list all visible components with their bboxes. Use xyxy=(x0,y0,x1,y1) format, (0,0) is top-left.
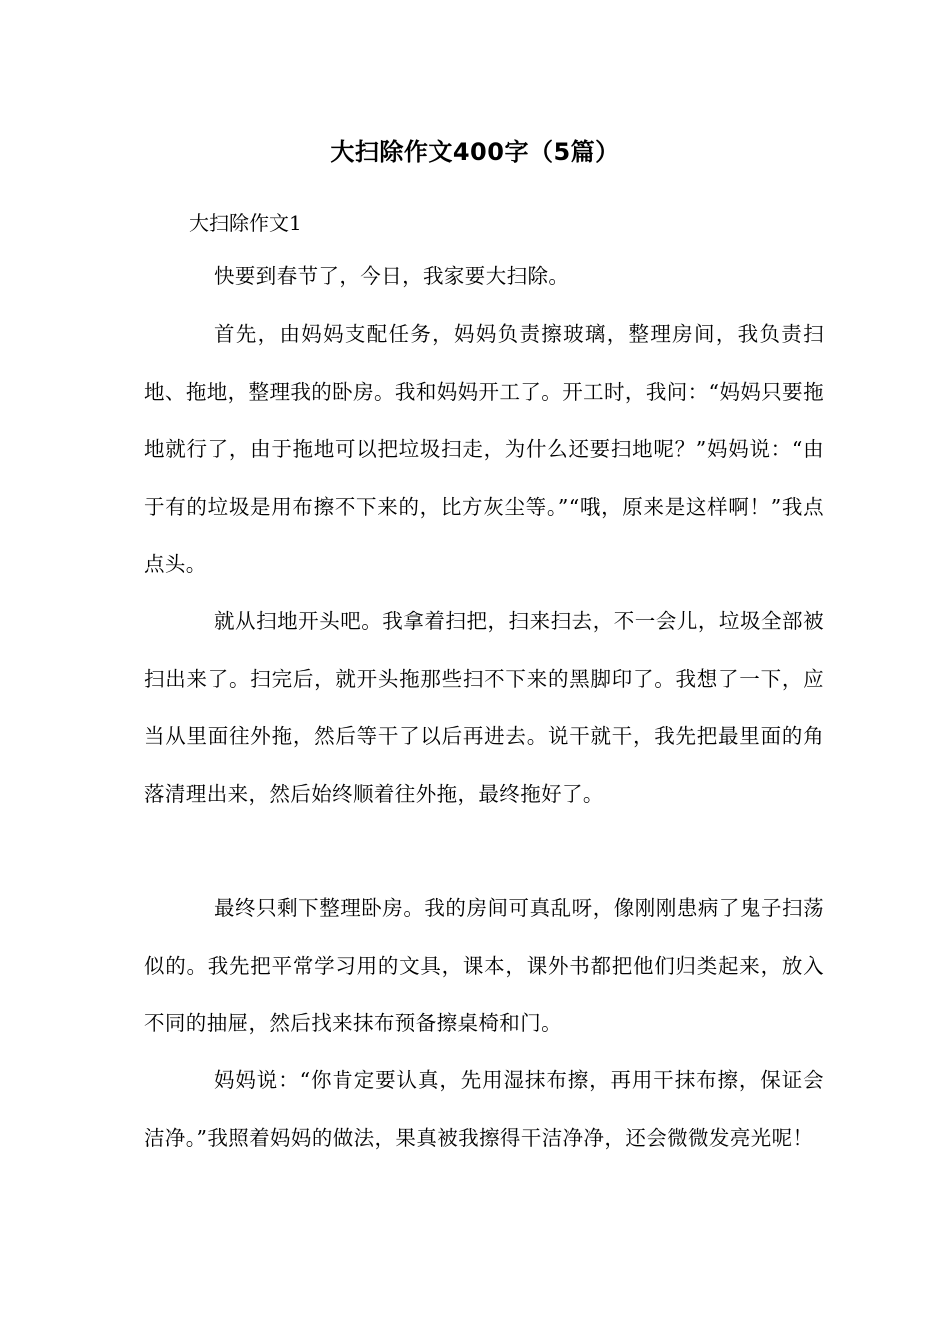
paragraph: 就从扫地开头吧。我拿着扫把，扫来扫去，不一会儿，垃圾全部被扫出来了。扫完后，就开头拖那些扫不下来的黑脚印了。我想了一下，应当从里面往外拖，然后等干了以后再进去。说干就干，我先把最里面的角落清理出来，然后始终顺着往外拖，最终拖好了。 xyxy=(144,609,824,806)
paragraph: 最终只剩下整理卧房。我的房间可真乱呀，像刚刚患病了鬼子扫荡似的。我先把平常学习用的文具，课本，课外书都把他们归类起来，放入不同的抽屉，然后找来抹布预备擦桌椅和门。 xyxy=(144,896,824,1035)
document-title: 大扫除作文400字（5篇） xyxy=(330,138,620,166)
paragraph: 快要到春节了，今日，我家要大扫除。 xyxy=(214,264,570,288)
section-heading: 大扫除作文1 xyxy=(189,211,302,235)
paragraph: 首先，由妈妈支配任务，妈妈负责擦玻璃，整理房间，我负责扫地、拖地，整理我的卧房。我和妈妈开工了。开工时，我问：“妈妈只要拖地就行了，由于拖地可以把垃圾扫走，为什么还要扫地呢？”妈妈说：“由于有的垃圾是用布擦不下来的，比方灰尘等。”“哦，原来是这样啊！”我点点头。 xyxy=(144,322,824,576)
paragraph: 妈妈说：“你肯定要认真，先用湿抹布擦，再用干抹布擦，保证会洁净。”我照着妈妈的做法，果真被我擦得干洁净净，还会微微发亮光呢！ xyxy=(144,1068,824,1150)
